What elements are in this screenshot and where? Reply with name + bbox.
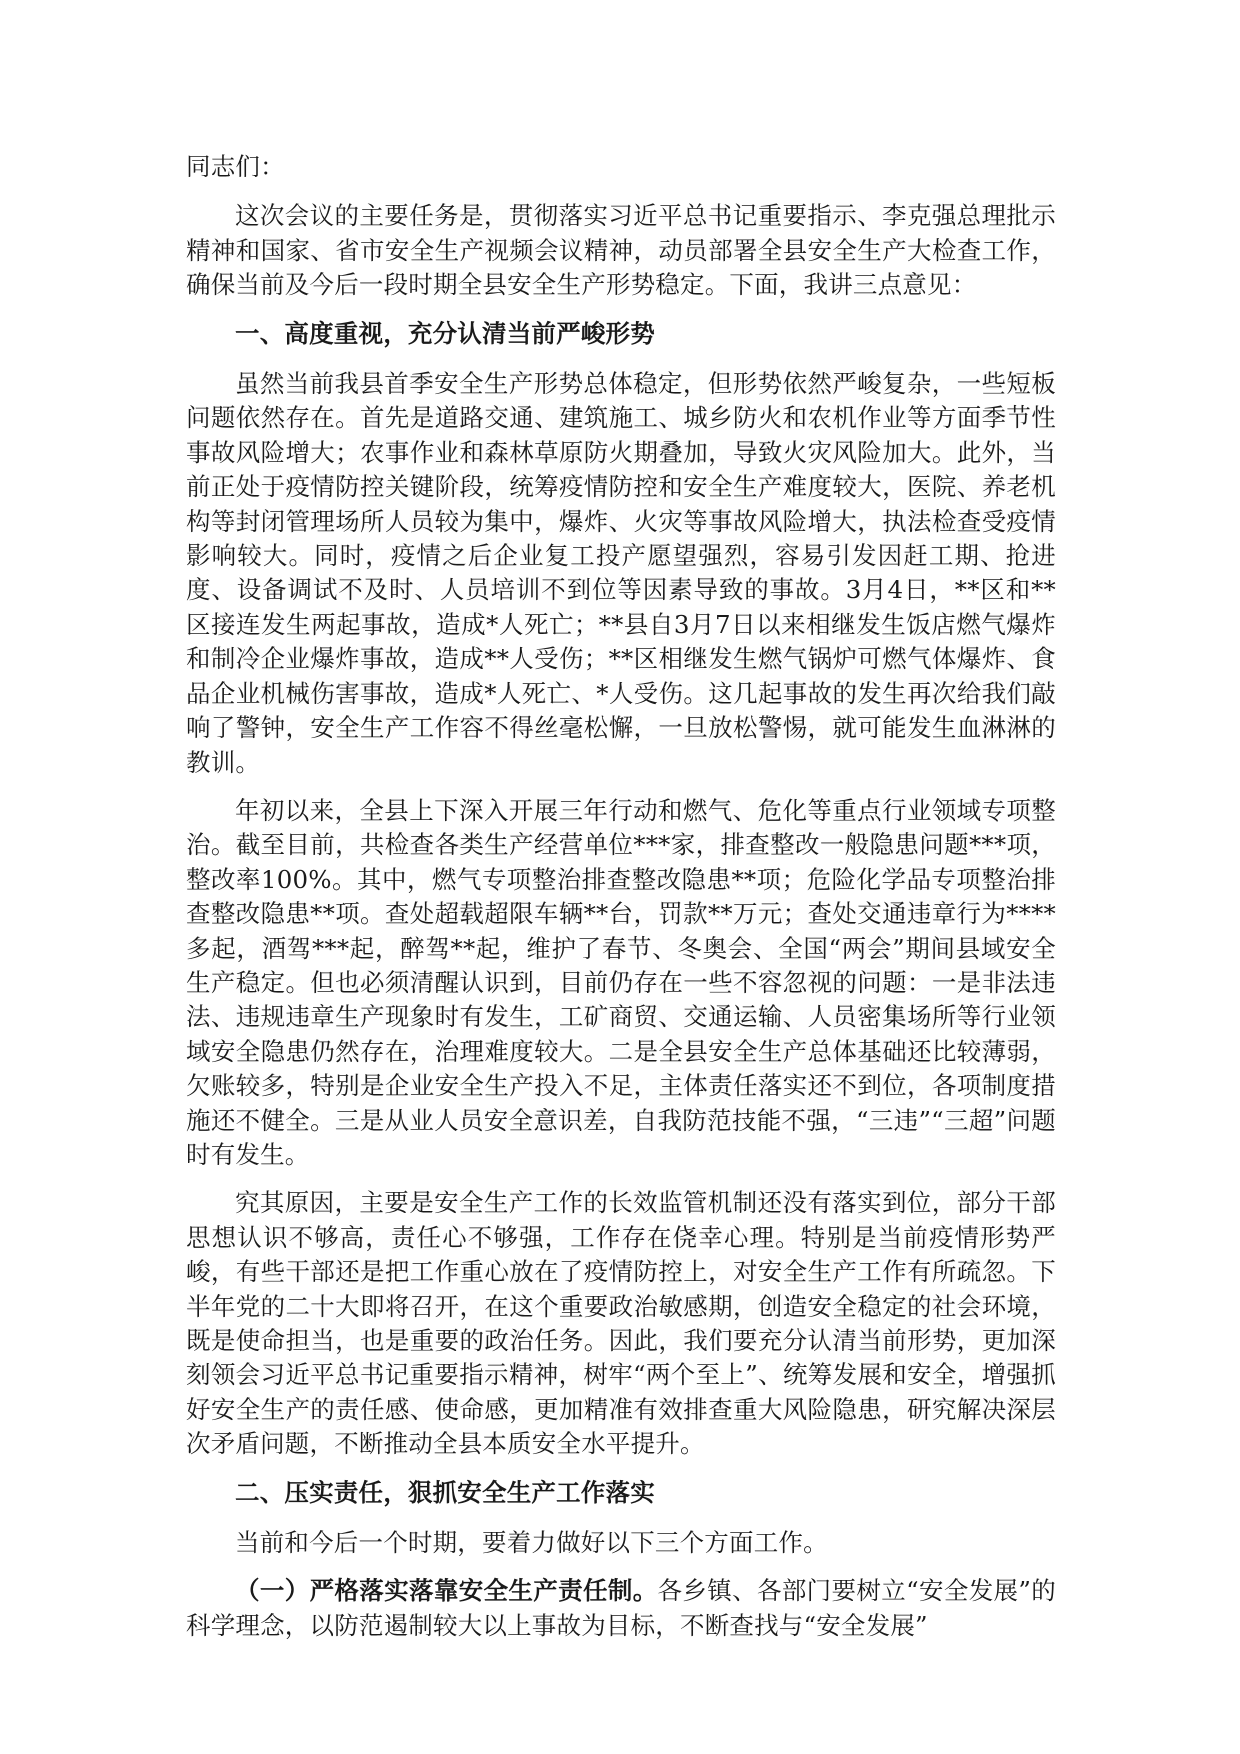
section-2-paragraph-2 [186,1574,1056,1643]
section-heading-2: 二、压实责任，狠抓安全生产工作落实 [235,1477,655,1507]
greeting: 同志们： [186,152,285,181]
section-2-paragraph-1: 当前和今后一个时期，要着力做好以下三个方面工作。 [235,1528,828,1558]
section-1-paragraph-2: 年初以来，全县上下深入开展三年行动和燃气、危化等重点行业领域专项整治。截至目前，共检查各类生产经营单位***家，排查整改一般隐患问题***项，整改率100%。其中，燃气专项整治排查整改隐患**项；危险化学品专项整治排查整改隐患**项。查处超载超限车辆**台，罚款**万元；查处交通违章行为****多起，酒驾***起，醉驾**起，维护了春节、冬奥会、全国“两会”期间县域安全生产稳定。但也必须清醒认识到，目前仍存在一些不容忽视的问题：一是非法违法、违规违章生产现象时有发生，工矿商贸、交通运输、人员密集场所等行业领域安全隐患仍然存在，治理难度较大。二是全县安全生产总体基础还比较薄弱，欠账较多，特别是企业安全生产投入不足，主体责任落实还不到位，各项制度措施还不健全。三是从业人员安全意识差，自我防范技能不强，“三违”“三超”问题时有发生。 [186,795,1056,1169]
section-1-paragraph-3: 究其原因，主要是安全生产工作的长效监管机制还没有落实到位，部分干部思想认识不够高，责任心不够强，工作存在侥幸心理。特别是当前疫情形势严峻，有些干部还是把工作重心放在了疫情防控上，对安全生产工作有所疏忽。下半年党的二十大即将召开，在这个重要政治敏感期，创造安全稳定的社会环境，既是使命担当，也是重要的政治任务。因此，我们要充分认清当前形势，更加深刻领会习近平总书记重要指示精神，树牢“两个至上”、统筹发展和安全，增强抓好安全生产的责任感、使命感，更加精准有效排查重大风险隐患，研究解决深层次矛盾问题，不断推动全县本质安全水平提升。 [186,1188,1056,1459]
section-1-paragraph-1: 虽然当前我县首季安全生产形势总体稳定，但形势依然严峻复杂，一些短板问题依然存在。首先是道路交通、建筑施工、城乡防火和农机作业等方面季节性事故风险增大；农事作业和森林草原防火期叠加，导致火灾风险加大。此外，当前正处于疫情防控关键阶段，统筹疫情防控和安全生产难度较大，医院、养老机构等封闭管理场所人员较为集中，爆炸、火灾等事故风险增大，执法检查受疫情影响较大。同时，疫情之后企业复工投产愿望强烈，容易引发因赶工期、抢进度、设备调试不及时、人员培训不到位等因素导致的事故。3月4日，**区和**区接连发生两起事故，造成*人死亡；**县自3月7日以来相继发生饭店燃气爆炸和制冷企业爆炸事故，造成**人受伤；**区相继发生燃气锅炉可燃气体爆炸、食品企业机械伤害事故，造成*人死亡、*人受伤。这几起事故的发生再次给我们敲响了警钟，安全生产工作容不得丝毫松懈，一旦放松警惕，就可能发生血淋淋的教训。 [186,369,1056,777]
intro-paragraph: 这次会议的主要任务是，贯彻落实习近平总书记重要指示、李克强总理批示精神和国家、省市安全生产视频会议精神，动员部署全县安全生产大检查工作，确保当前及今后一段时期全县安全生产形势稳定。下面，我讲三点意见： [186,201,1056,300]
document-page [186,150,1056,1657]
subsection-1-body: 各乡镇、各部门要树立“安全发展”的科学理念，以防范遏制较大以上事故为目标，不断查找与“安全发展” [186,1576,1056,1640]
subsection-1-title: （一）严格落实落靠安全生产责任制。 [235,1576,658,1606]
section-heading-1: 一、高度重视，充分认清当前严峻形势 [235,318,655,348]
